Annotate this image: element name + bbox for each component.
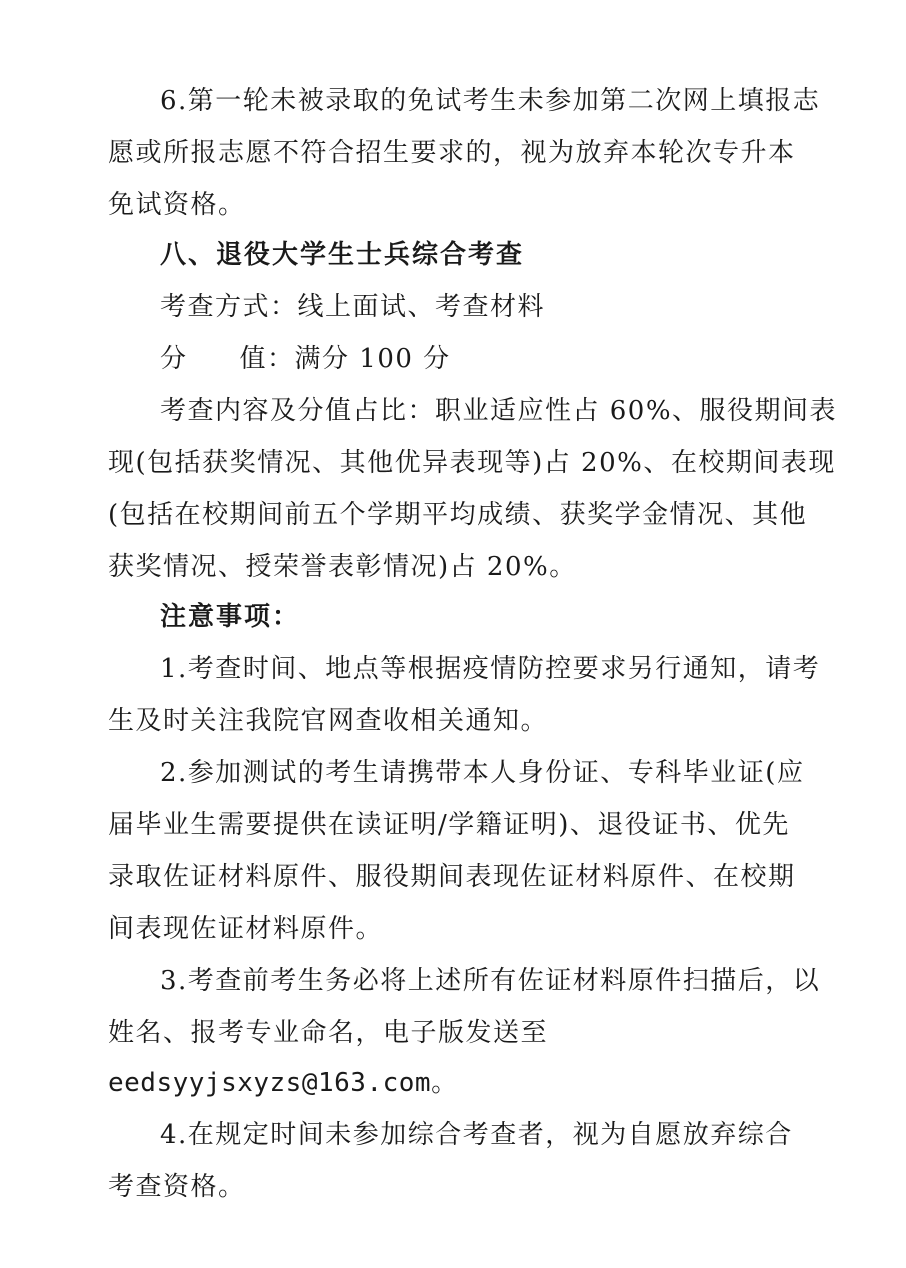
assessment-method: 考查方式：线上面试、考查材料: [160, 292, 546, 322]
score-line: [160, 342, 451, 376]
score-label-rest: 值：满分 100 分: [239, 344, 451, 374]
content-line4: 获奖情况、授荣誉表彰情况)占 20%。: [108, 552, 577, 582]
score-label-first: 分: [160, 344, 188, 374]
notes-heading: 注意事项：: [160, 602, 301, 632]
content-line1: 考查内容及分值占比：职业适应性占 60%、服役期间表: [160, 396, 838, 426]
section8-heading: 八、退役大学生士兵综合考查: [160, 240, 525, 270]
note2-line3: 录取佐证材料原件、服役期间表现佐证材料原件、在校期: [108, 862, 796, 892]
note4-line1: 4.在规定时间未参加综合考查者，视为自愿放弃综合: [160, 1120, 793, 1150]
note3-email-line: [108, 1066, 459, 1100]
item6-line2: 愿或所报志愿不符合招生要求的，视为放弃本轮次专升本: [108, 138, 796, 168]
item6-line1: 6.第一轮未被录取的免试考生未参加第二次网上填报志: [160, 86, 821, 116]
item6-line3: 免试资格。: [108, 190, 246, 220]
contact-email[interactable]: eedsyyjsxyzs@163.com: [108, 1068, 432, 1098]
content-line3: (包括在校期间前五个学期平均成绩、获奖学金情况、其他: [108, 500, 808, 530]
note2-line4: 间表现佐证材料原件。: [108, 914, 384, 944]
email-line-end: 。: [431, 1068, 459, 1098]
note1-line2: 生及时关注我院官网查收相关通知。: [108, 706, 549, 736]
note2-line2: 届毕业生需要提供在读证明/学籍证明)、退役证书、优先: [108, 810, 790, 840]
content-line2: 现(包括获奖情况、其他优异表现等)占 20%、在校期间表现: [108, 448, 836, 478]
note2-line1: 2.参加测试的考生请携带本人身份证、专科毕业证(应: [160, 758, 805, 788]
note3-line1: 3.考查前考生务必将上述所有佐证材料原件扫描后，以: [160, 966, 821, 996]
note3-line2: 姓名、报考专业命名，电子版发送至: [108, 1018, 549, 1048]
note4-line2: 考查资格。: [108, 1172, 246, 1202]
note1-line1: 1.考查时间、地点等根据疫情防控要求另行通知，请考: [160, 654, 821, 684]
